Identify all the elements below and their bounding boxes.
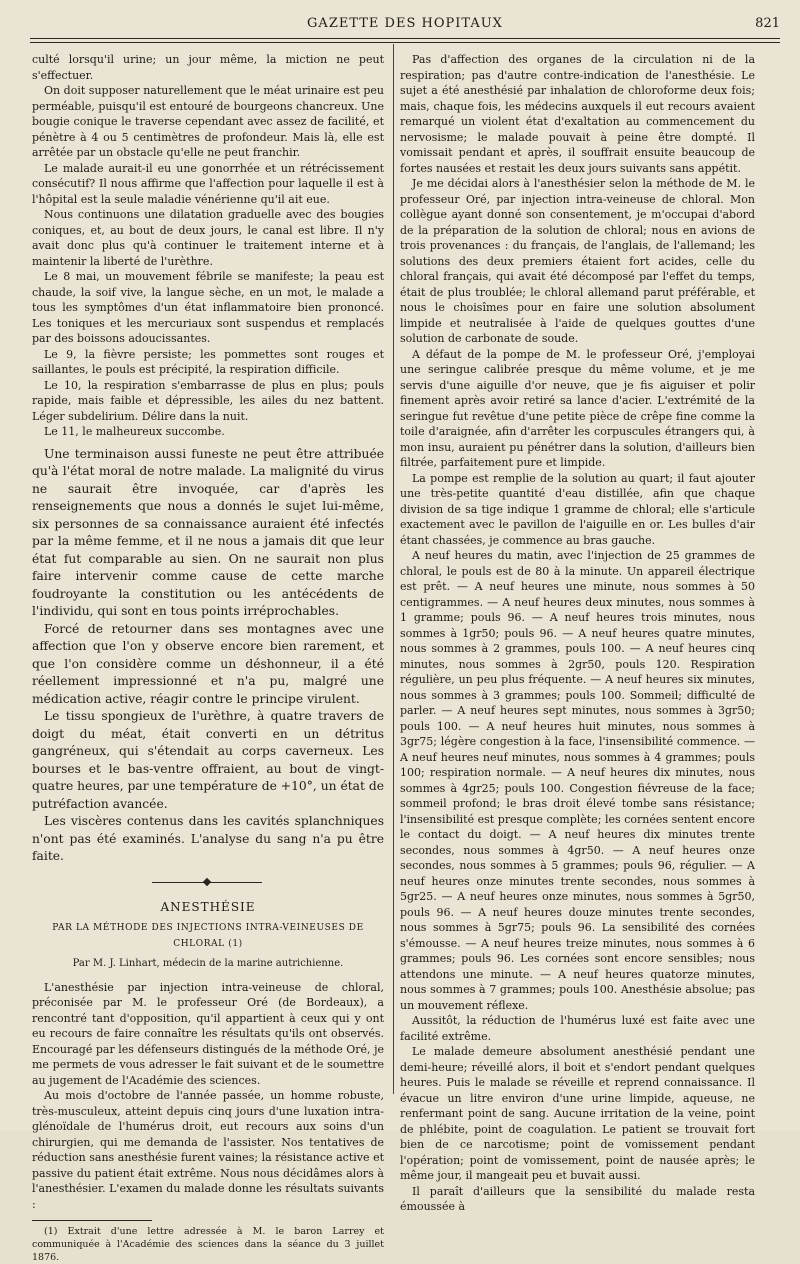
journal-title: GAZETTE DES HOPITAUX <box>307 16 503 31</box>
paragraph: Le malade demeure absolument anesthésié pendant une demi-heure; réveillé alors, il boit et s'endort pendant quelques heures. Puis le malade se réveille et reprend connaissance. Il évacue un litre environ d'une urine limpide, aqueuse, ne renfermant point de sang. Aucune irritation de la veine, point de phlébite, point de coagulation. Le patient se trouvait fort bien de ce narcotisme; point de vomissement pendant l'opération; point de vomissement, point de nausée après; le même jour, il mangeait peu et buvait aussi. <box>400 1045 755 1182</box>
paragraph: Les viscères contenus dans les cavités splanchniques n'ont pas été examinés. L'analyse du sang n'a pu être faite. <box>32 814 384 863</box>
left-column <box>32 52 384 1264</box>
paragraph: A défaut de la pompe de M. le professeur Oré, j'employai une seringue calibrée presque du même volume, et je me servis d'une aiguille d'or neuve, que je fis aiguiser et polir finement après avoir retiré sa lance d'acier. L'extrémité de la seringue fut revêtue d'une petite pièce de crêpe fine comme la toile d'araignée, afin d'arrêter les corpuscules étrangers qui, à mon insu, auraient pu pénétrer dans la solution, d'ailleurs bien filtrée, parfaitement pure et limpide. <box>400 347 755 469</box>
paragraph: Le 9, la fièvre persiste; les pommettes sont rouges et saillantes, le pouls est précipité, la respiration difficile. <box>32 347 384 376</box>
paragraph: On doit supposer naturellement que le méat urinaire est peu perméable, puisqu'il est entouré de bourgeons chancreux. Une bougie conique le traverse cependant avec assez de facilité, et pénètre à 4 ou 5 centimètres de profondeur. Mais là, elle est arrêtée par un obstacle qu'elle ne peut franchir. <box>32 84 384 159</box>
paragraph: Nous continuons une dilatation graduelle avec des bougies coniques, et, au bout de deux jours, le canal est libre. Il n'y avait donc plus qu'à continuer le traitement interne et à maintenir la liberté de l'urèthre. <box>32 208 384 268</box>
paragraph: Le malade aurait-il eu une gonorrhée et un rétrécissement consécutif? Il nous affirme que l'affection pour laquelle il est à l'hôpital est la seule maladie vénérienne qu'il ait eue. <box>32 161 384 206</box>
paragraph: Forcé de retourner dans ses montagnes avec une affection que l'on y observe encore bien rarement, et que l'on considère comme un déshonneur, il a été réellement impressionné et n'a pu, malgré une médication active, réagir contre le principe virulent. <box>32 621 384 706</box>
paragraph: A neuf heures du matin, avec l'injection de 25 grammes de chloral, le pouls est de 80 à la minute. Un appareil électrique est prêt. — A neuf heures une minute, nous sommes à 50 centigrammes. — A neuf heures deux minutes, nous sommes à 1 gramme; pouls 96. — A neuf heures trois minutes, nous sommes à 1gr50; pouls 96. — A neuf heures quatre minutes, nous sommes à 2 grammes, pouls 100. — A neuf heures cinq minutes, nous sommes à 2gr50, pouls 120. Respiration régulière, un peu plus fréquente. — A neuf heures six minutes, nous sommes à 3 grammes; pouls 100. Sommeil; difficulté de parler. — A neuf heures sept minutes, nous sommes à 3gr50; pouls 100. — A neuf heures huit minutes, nous sommes à 3gr75; légère congestion à la face, l'insensibilité commence. — A neuf heures neuf minutes, nous sommes à 4 grammes; pouls 100; respiration normale. — A neuf heures dix minutes, nous sommes à 4gr25; pouls 100. Congestion fiévreuse de la face; sommeil profond; le bras droit élevé tombe sans résistance; l'insensibilité est presque complète; les cornées sentent encore le contact du doigt. — A neuf heures dix minutes trente secondes, nous sommes à 4gr50. — A neuf heures onze secondes, nous sommes à 5 grammes; pouls 96, régulier. — A neuf heures onze minutes trente secondes, nous sommes à 5gr25. — A neuf heures onze minutes, nous sommes à 5gr50, pouls 96. — A neuf heures douze minutes trente secondes, nous sommes à 5gr75; pouls 96. La sensibilité des cornées s'émousse. — A neuf heures treize minutes, nous sommes à 6 grammes; pouls 96. Les cornées sont encore sensibles; nous attendons une minute. — A neuf heures quatorze minutes, nous sommes à 7 grammes; pouls 100. Anesthésie absolue; pas un mouvement réflexe. <box>400 549 755 1012</box>
right-column <box>400 52 755 1215</box>
paragraph: Le 11, le malheureux succombe. <box>44 425 225 438</box>
page-header <box>30 14 780 36</box>
paragraph: Pas d'affection des organes de la circulation ni de la respiration; pas d'autre contre-indication de l'anesthésie. Le sujet a été anesthésié par inhalation de chloroforme deux fois; mais, chaque fois, les médecins auxquels il eut recours avaient remarqué un violent état d'exaltation au commencement du nervosisme; le malade pouvait à peine être dompté. Il vomissait pendant et après, il souffrait ensuite beaucoup de fortes nausées et restait les deux jours suivants sans appétit. <box>400 53 755 175</box>
footnote-rule <box>32 1220 152 1221</box>
article-author: Par M. J. Linhart, médecin de la marine autrichienne. <box>72 958 344 969</box>
section-separator <box>32 866 384 896</box>
article-title: ANESTHÉSIE <box>160 899 256 914</box>
footnote: (1) Extrait d'une lettre adressée à M. le baron Larrey et communiquée à l'Académie des sciences dans la séance du 3 juillet 1876. <box>32 1226 384 1263</box>
paragraph: culté lorsqu'il urine; un jour même, la miction ne peut s'effectuer. <box>32 53 384 82</box>
header-rule <box>30 38 780 43</box>
paragraph: Le 8 mai, un mouvement fébrile se manifeste; la peau est chaude, la soif vive, la langue sèche, en un mot, le malade a tous les symptômes d'un état inflammatoire bien prononcé. Les toniques et les mercuriaux sont suspendus et remplacés par des boissons adoucissantes. <box>32 270 384 345</box>
paragraph: Je me décidai alors à l'anesthésier selon la méthode de M. le professeur Oré, par injection intra-veineuse de chloral. Mon collègue ayant donné son consentement, je m'occupai d'abord de la préparation de la solution de chloral; nous en avions de trois provenances : du français, de l'anglais, de l'allemand; les solutions des deux premiers étaient fort acides, celle du chloral français, qui avait été décomposé par l'effet du temps, était de plus troublée; le chloral allemand parut préférable, et nous le choisîmes pour en faire une solution absolument limpide et neutralisée à l'aide de quelques gouttes d'une solution de carbonate de soude. <box>400 177 755 345</box>
paragraph: Une terminaison aussi funeste ne peut être attribuée qu'à l'état moral de notre malade. La malignité du virus ne saurait être invoquée, car d'après les renseignements que nous a donnés le sujet lui-même, six personnes de sa connaissance auraient été infectés par la même femme, et il ne nous a jamais dit que leur état fut comparable au sien. On ne saurait non plus faire intervenir comme cause de cette marche foudroyante la constitution ou les antécédents de l'individu, qui sont en tous points irréprochables. <box>32 446 384 618</box>
article-subtitle: PAR LA MÉTHODE DES INJECTIONS INTRA-VEINEUSES DE CHLORAL (1) <box>52 923 364 949</box>
paragraph: Le 10, la respiration s'embarrasse de plus en plus; pouls rapide, mais faible et dépressible, les ailes du nez battent. Léger subdelirium. Délire dans la nuit. <box>32 378 384 423</box>
paragraph: L'anesthésie par injection intra-veineuse de chloral, préconisée par M. le professeur Oré (de Bordeaux), a rencontré tant d'opposition, qu'il appartient à ceux qui y ont eu recours de faire connaître les résultats qu'ils ont observés. Encouragé par les défenseurs distingués de la méthode Oré, je me permets de vous adresser le fait suivant et de le soumettre au jugement de l'Académie des sciences. <box>32 980 384 1087</box>
paragraph: Aussitôt, la réduction de l'humérus luxé est faite avec une facilité extrême. <box>400 1014 755 1043</box>
paragraph: La pompe est remplie de la solution au quart; il faut ajouter une très-petite quantité d'eau distillée, afin que chaque division de sa tige indique 1 gramme de chloral; elle s'articule exactement avec le pavillon de l'aiguille en or. Les bulles d'air étant chassées, je commence au bras gauche. <box>400 471 755 547</box>
paragraph: Au mois d'octobre de l'année passée, un homme robuste, très-musculeux, atteint depuis cinq jours d'une luxation intra-glénoïdale de l'humérus droit, eut recours aux soins d'un chirurgien, qui me demanda de l'assister. Nos tentatives de réduction sans anesthésie furent vaines; la résistance active et passive du patient était extrême. Nous nous décidâmes alors à l'anesthésier. L'examen du malade donne les résultats suivants : <box>32 1089 384 1211</box>
paragraph: Il paraît d'ailleurs que la sensibilité du malade resta émoussée à <box>400 1184 755 1213</box>
column-divider <box>393 44 394 1094</box>
paragraph: Le tissu spongieux de l'urèthre, à quatre travers de doigt du méat, était converti en un détritus gangréneux, qui s'étendait au corps caverneux. Les bourses et le bas-ventre offraient, au bout de vingt-quatre heures, par une température de +10°, un état de putréfaction avancée. <box>32 709 384 811</box>
page-number: 821 <box>755 16 780 31</box>
